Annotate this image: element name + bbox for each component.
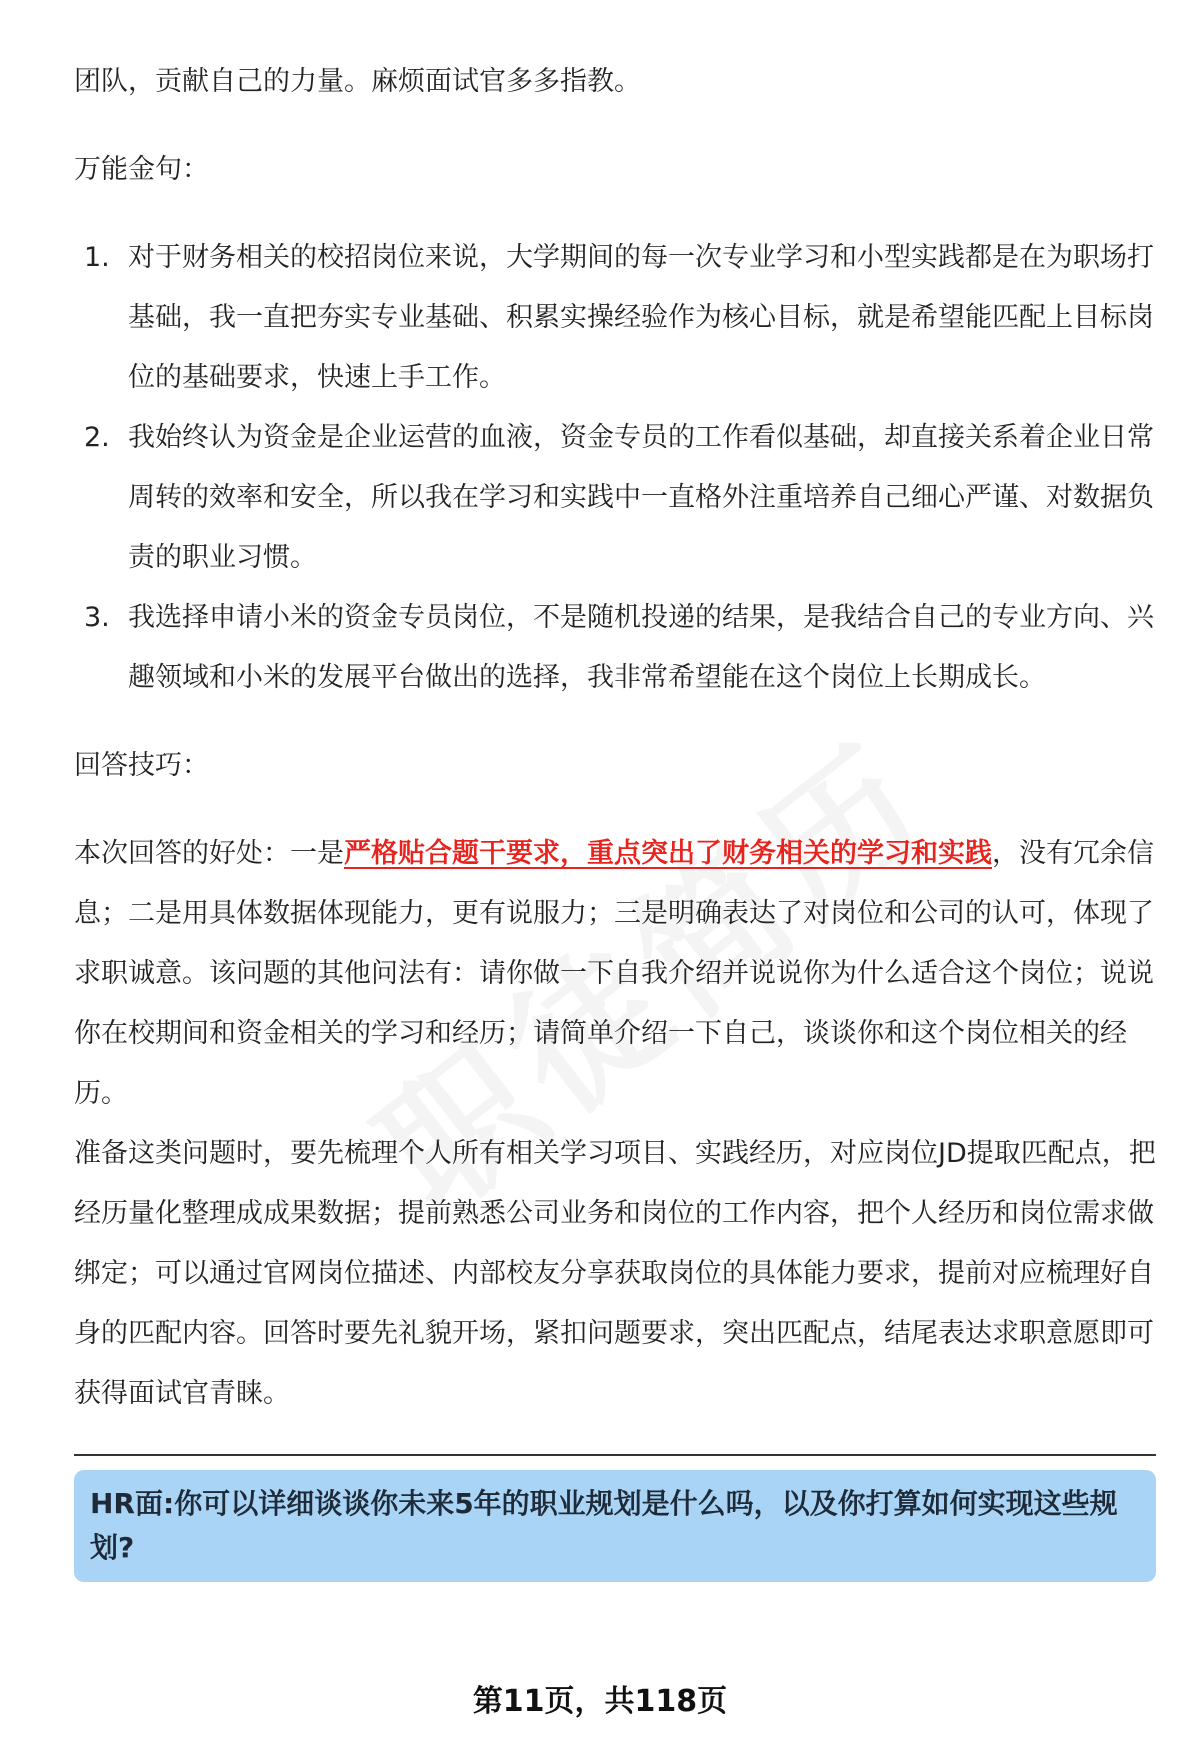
golden-sentences-list [74, 228, 1156, 708]
highlighted-text: 严格贴合题干要求，重点突出了财务相关的学习和实践 [344, 838, 992, 869]
golden-sentences-heading: 万能金句： [74, 154, 209, 185]
list-item-number: 1. [84, 242, 110, 273]
intro-tail-paragraph: 团队，贡献自己的力量。麻烦面试官多多指教。 [74, 66, 641, 97]
answer-tips-paragraph-2: 准备这类问题时，要先梳理个人所有相关学习项目、实践经历，对应岗位JD提取匹配点，把经历量化整理成成果数据；提前熟悉公司业务和岗位的工作内容，把个人经历和岗位需求做绑定；可以通过官网岗位描述、内部校友分享获取岗位的具体能力要求，提前对应梳理好自身的匹配内容。回答时要先礼貌开场，紧扣问题要求，突出匹配点，结尾表达求职意愿即可获得面试官青睐。 [74, 1138, 1156, 1409]
document-page [74, 52, 1156, 1582]
next-question-callout [74, 1470, 1156, 1582]
next-question-text: HR面:你可以详细谈谈你未来5年的职业规划是什么吗，以及你打算如何实现这些规划? [90, 1487, 1118, 1564]
list-item-text: 我始终认为资金是企业运营的血液，资金专员的工作看似基础，却直接关系着企业日常周转的效率和安全，所以我在学习和实践中一直格外注重培养自己细心严谨、对数据负责的职业习惯。 [128, 422, 1154, 573]
page-number-footer: 第11页，共118页 [472, 1684, 728, 1719]
list-item-number: 2. [84, 422, 110, 453]
tips-text-after: ，没有冗余信息；二是用具体数据体现能力，更有说服力；三是明确表达了对岗位和公司的认可，体现了求职诚意。该问题的其他问法有：请你做一下自我介绍并说说你为什么适合这个岗位；说说你在校期间和资金相关的学习和经历；请简单介绍一下自己，谈谈你和这个岗位相关的经历。 [74, 838, 1154, 1109]
answer-tips-paragraph-1 [74, 824, 1156, 1124]
list-item-text: 我选择申请小米的资金专员岗位，不是随机投递的结果，是我结合自己的专业方向、兴趣领域和小米的发展平台做出的选择，我非常希望能在这个岗位上长期成长。 [128, 602, 1154, 693]
list-item [74, 408, 1156, 588]
list-item [74, 588, 1156, 708]
section-divider [74, 1454, 1156, 1456]
tips-text-before: 本次回答的好处：一是 [74, 838, 344, 869]
list-item-text: 对于财务相关的校招岗位来说，大学期间的每一次专业学习和小型实践都是在为职场打基础，我一直把夯实专业基础、积累实操经验作为核心目标，就是希望能匹配上目标岗位的基础要求，快速上手工作。 [128, 242, 1154, 393]
answer-tips-heading: 回答技巧： [74, 750, 209, 781]
list-item [74, 228, 1156, 408]
list-item-number: 3. [84, 602, 110, 633]
